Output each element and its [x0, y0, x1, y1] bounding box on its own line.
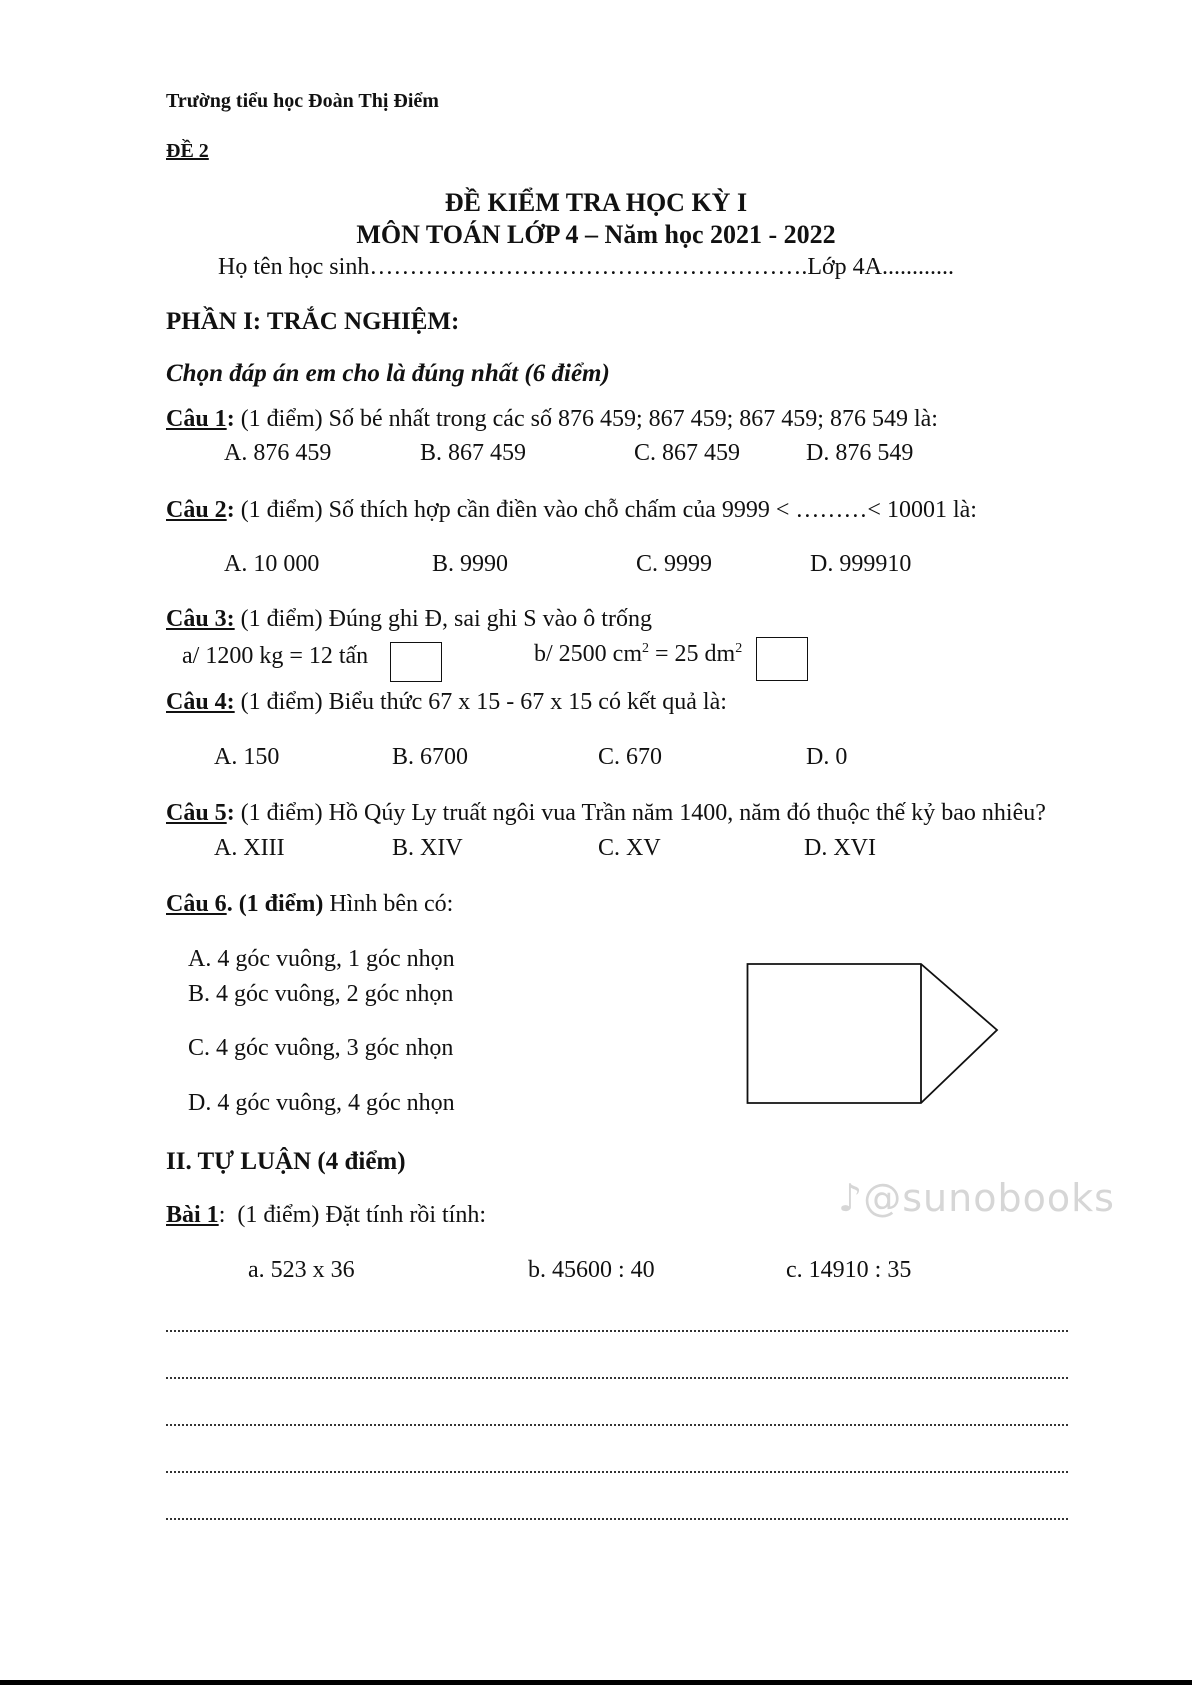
- question-text: (1 điểm) Số thích hợp cần điền vào chỗ chấm của 9999 < ………< 10001 là:: [240, 497, 977, 523]
- question-1: Câu 1: (1 điểm) Số bé nhất trong các số 876 459; 867 459; 867 459; 876 549 là:: [166, 406, 938, 432]
- question-label: Câu 3:: [166, 606, 235, 632]
- q5-option-b: B. XIV: [392, 835, 463, 861]
- question-label: Câu 5: [166, 800, 227, 826]
- answer-line-2[interactable]: [166, 1377, 1068, 1379]
- question-6: Câu 6. (1 điểm) Hình bên có:: [166, 891, 454, 917]
- q1-option-c: C. 867 459: [634, 440, 741, 466]
- exam-title: ĐỀ KIỂM TRA HỌC KỲ I: [444, 188, 748, 217]
- question-label: Câu 4:: [166, 689, 235, 715]
- q2-option-a: A. 10 000: [224, 551, 320, 577]
- question-text: (1 điểm) Hồ Qúy Ly truất ngôi vua Trần năm 1400, năm đó thuộc thế kỷ bao nhiêu?: [240, 800, 1046, 826]
- question-2: Câu 2: (1 điểm) Số thích hợp cần điền vào chỗ chấm của 9999 < ………< 10001 là:: [166, 497, 977, 523]
- part1-instruction: Chọn đáp án em cho là đúng nhất (6 điểm): [166, 360, 610, 387]
- q3-answer-box-b[interactable]: [756, 637, 808, 681]
- q6-option-b: B. 4 góc vuông, 2 góc nhọn: [188, 981, 454, 1007]
- answer-line-1[interactable]: [166, 1330, 1068, 1332]
- exercise-1-item-b: b. 45600 : 40: [528, 1257, 655, 1283]
- q4-option-a: A. 150: [214, 744, 280, 770]
- q4-option-c: C. 670: [598, 744, 663, 770]
- exam-subtitle: MÔN TOÁN LỚP 4 – Năm học 2021 - 2022: [356, 220, 836, 249]
- exercise-1: Bài 1: (1 điểm) Đặt tính rồi tính:: [166, 1202, 486, 1228]
- q6-option-d: D. 4 góc vuông, 4 góc nhọn: [188, 1090, 455, 1116]
- exam-code: ĐỀ 2: [166, 140, 209, 162]
- q6-option-c: C. 4 góc vuông, 3 góc nhọn: [188, 1035, 454, 1061]
- q5-option-c: C. XV: [598, 835, 661, 861]
- q1-option-d: D. 876 549: [806, 440, 914, 466]
- question-text: Hình bên có:: [329, 891, 454, 917]
- answer-line-4[interactable]: [166, 1471, 1068, 1473]
- part2-heading: II. TỰ LUẬN (4 điểm): [166, 1148, 406, 1175]
- q1-option-b: B. 867 459: [420, 440, 527, 466]
- q2-option-b: B. 9990: [432, 551, 509, 577]
- part1-heading: PHẦN I: TRẮC NGHIỆM:: [166, 308, 460, 335]
- answer-line-5[interactable]: [166, 1518, 1068, 1520]
- exercise-1-item-a: a. 523 x 36: [248, 1257, 355, 1283]
- q6-option-a: A. 4 góc vuông, 1 góc nhọn: [188, 946, 455, 972]
- page-bottom-edge: [0, 1680, 1192, 1685]
- q1-option-a: A. 876 459: [224, 440, 332, 466]
- question-3: [166, 606, 652, 633]
- question-text: (1 điểm) Số bé nhất trong các số 876 459; 867 459; 867 459; 876 549 là:: [240, 406, 938, 432]
- q3-answer-box-a[interactable]: [390, 642, 442, 682]
- q6-figure-pentagon: [740, 956, 1000, 1106]
- exercise-label: Bài 1: [166, 1202, 219, 1228]
- q4-option-d: D. 0: [806, 744, 848, 770]
- answer-line-3[interactable]: [166, 1424, 1068, 1426]
- question-text: (1 điểm) Đúng ghi Đ, sai ghi S vào ô trống: [240, 606, 652, 632]
- q2-option-c: C. 9999: [636, 551, 713, 577]
- q5-option-d: D. XVI: [804, 835, 876, 861]
- q4-option-b: B. 6700: [392, 744, 469, 770]
- school-name: Trường tiểu học Đoàn Thị Điểm: [166, 90, 439, 112]
- q5-option-a: A. XIII: [214, 835, 285, 861]
- q3-statement-b: b/ 2500 $cm^2 = 25$ $dm^2$: [534, 641, 743, 667]
- exercise-1-item-c: c. 14910 : 35: [786, 1257, 912, 1283]
- q2-option-d: D. 999910: [810, 551, 912, 577]
- question-label: Câu 6: [166, 891, 227, 917]
- exercise-text: (1 điểm) Đặt tính rồi tính:: [237, 1202, 486, 1228]
- question-label: Câu 1: [166, 406, 227, 432]
- pentagon-outline: [748, 964, 998, 1103]
- question-5: Câu 5: (1 điểm) Hồ Qúy Ly truất ngôi vua Trần năm 1400, năm đó thuộc thế kỷ bao nhiêu?: [166, 800, 1046, 826]
- question-4: [166, 689, 727, 716]
- watermark: ♪@sunobooks: [838, 1176, 1115, 1220]
- student-info-line: Họ tên học sinh……………………………………………….Lớp 4A............: [218, 254, 954, 280]
- question-text: (1 điểm) Biểu thức 67 x 15 - 67 x 15 có kết quả là:: [240, 689, 727, 715]
- q3-statement-a: a/ 1200 kg = 12 tấn: [182, 643, 369, 669]
- question-label: Câu 2: [166, 497, 227, 523]
